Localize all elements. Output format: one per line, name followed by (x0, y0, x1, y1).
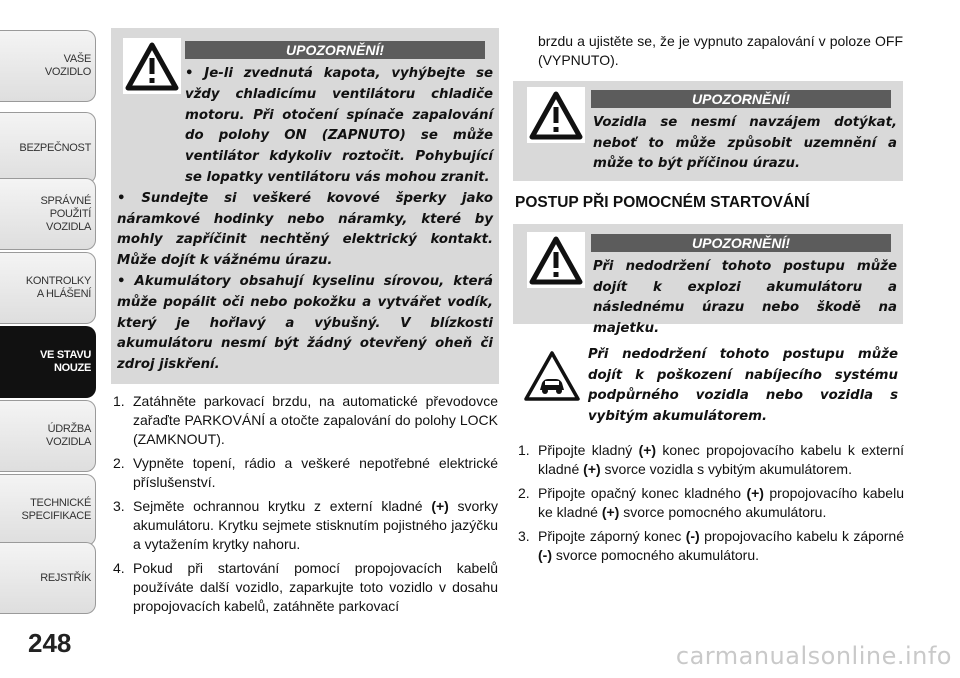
warning-body: Vozidla se nesmí navzájem dotýkat, neboť to může způsobit uzemnění a může to být příčinou úrazu. (593, 115, 897, 171)
list-item: 3. Připojte záporný konec (-) propojovacího kabelu k záporné (-) svorce pomocného akumulátoru. (518, 528, 904, 563)
list-item: 1. Připojte kladný (+) konec propojovacího kabelu k externí kladné (+) svorce vozidla s vybitým akumulátorem. (518, 442, 905, 477)
page-number: 248 (28, 628, 72, 658)
warning-body: Při nedodržení tohoto postupu může dojít k explozi akumulátoru a následnému úrazu nebo škodě na majetku. (593, 259, 897, 336)
warning-paragraph-fan: • Je-li zvednutá kapota, vyhýbejte se vždy chladicímu ventilátoru chladiče motoru. Při otočení spínače zapalování do polohy ON (ZAPNUTO) se může ventilátor kdykoliv roztočit. Pohybující se lopatky ventilátoru vás mohou zranit. (185, 66, 493, 185)
watermark: carmanualsonline.info (675, 642, 952, 670)
tab-kontrolky[interactable]: KONTROLKY A HLÁŠENÍ (0, 252, 96, 324)
warning-header: UPOZORNĚNÍ! (185, 41, 485, 59)
warning-paragraph-acid: • Akumulátory obsahují kyselinu sírovou, která může popálit oči nebo pokožku a vytvářet vodík, který je hořlavý a výbušný. V blízkosti akumulátoru nesmí být žádný otevřený oheň či zdroj jiskření. (117, 273, 493, 373)
list-item: 4. Pokud při startování pomocí propojovacích kabelů používáte další vozidlo, zaparkujte toto vozidlo v dosahu propojovacích kabelů, zatáhněte parkovací (113, 560, 498, 614)
right-warning-box-contact (513, 81, 903, 181)
continuation-text: brzdu a ujistěte se, že je vypnuto zapalování v poloze OFF (VYPNUTO). (538, 33, 903, 68)
tab-bezpecnost[interactable]: BEZPEČNOST (0, 112, 96, 184)
list-item: 2. Vypněte topení, rádio a veškeré nepotřebné elektrické příslušenství. (113, 455, 498, 490)
left-steps (113, 392, 498, 621)
warning-header: UPOZORNĚNÍ! (591, 90, 891, 108)
warning-body (117, 64, 493, 376)
caution-text: Při nedodržení tohoto postupu může dojít k poškození nabíjecího systému podpůrného vozidla nebo vozidla s vybitým akumulátorem. (588, 347, 898, 424)
tab-vase-vozidlo[interactable]: VAŠE VOZIDLO (0, 30, 96, 102)
tab-ve-stavu-nouze[interactable]: VE STAVU NOUZE (0, 326, 96, 398)
tab-spravne-pouziti[interactable]: SPRÁVNÉ POUŽITÍ VOZIDLA (0, 178, 96, 250)
list-item: 2. Připojte opačný konec kladného (+) propojovacího kabelu ke kladné (+) svorce pomocného akumulátoru. (518, 485, 904, 520)
right-warning-box-explosion (513, 224, 903, 336)
warning-paragraph-jewelry: • Sundejte si veškeré kovové šperky jako náramkové hodinky nebo náramky, které by mohly zapříčinit nechtěný elektrický kontakt. Může dojít k vážnému úrazu. (117, 190, 493, 269)
tab-udrzba[interactable]: ÚDRŽBA VOZIDLA (0, 400, 96, 472)
list-item: 1. Zatáhněte parkovací brzdu, na automatické převodovce zařaďte PARKOVÁNÍ a otočte zapalování do polohy LOCK (ZAMKNOUT). (113, 393, 498, 447)
right-steps (518, 441, 904, 570)
warning-header: UPOZORNĚNÍ! (591, 234, 891, 252)
list-item: 3. Sejměte ochrannou krytku z externí kladné (+) svorky akumulátoru. Krytku sejmete stisknutím pojistného jazýčku a vytažením krytky nahoru. (113, 498, 498, 552)
tab-rejstrik[interactable]: REJSTŘÍK (0, 542, 96, 614)
section-heading: POSTUP PŘI POMOCNÉM STARTOVÁNÍ (515, 194, 810, 211)
left-warning-box (111, 28, 499, 384)
tab-technicke[interactable]: TECHNICKÉ SPECIFIKACE (0, 474, 96, 546)
